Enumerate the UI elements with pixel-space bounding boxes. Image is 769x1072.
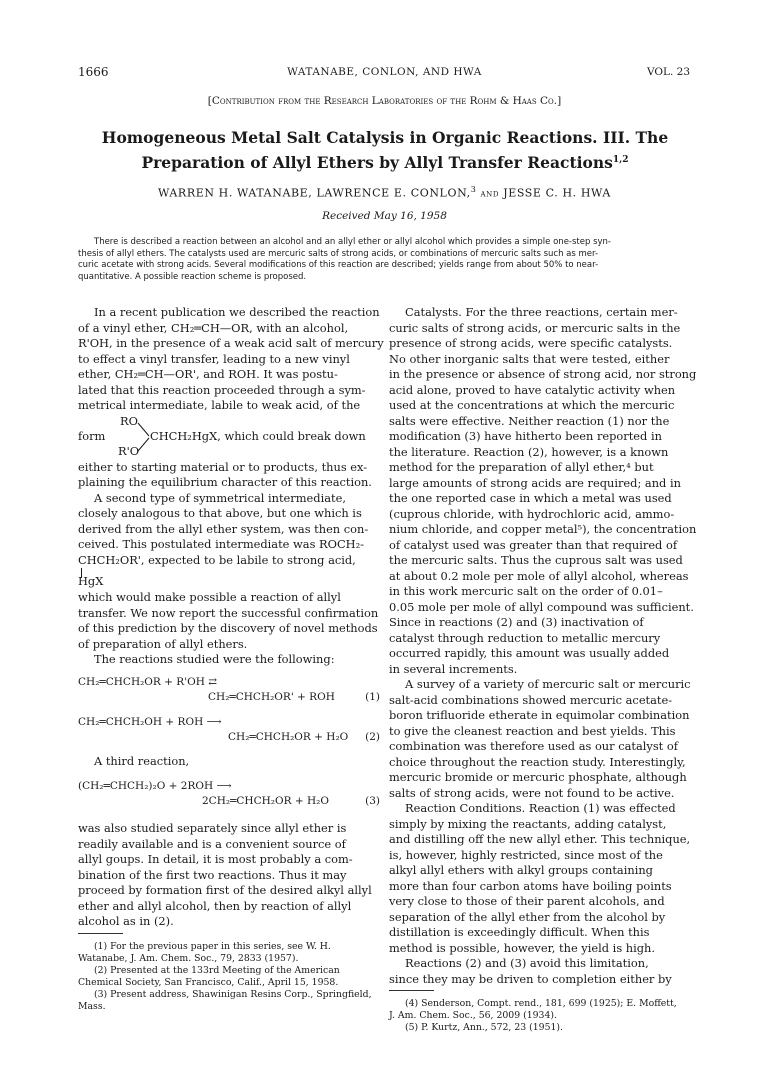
text-line: readily available and is a convenient source of xyxy=(78,836,346,851)
text-line: of preparation of allyl ethers. xyxy=(78,636,248,651)
text-line: ether and allyl alcohol, then by reaction of allyl xyxy=(78,898,352,913)
equation-3-number: (3) xyxy=(365,795,380,807)
abstract-line: thesis of allyl ethers. The catalysts used are mercuric salts of strong acids, or combinations of mercuric salts such as mer- xyxy=(78,248,599,259)
equation-3 xyxy=(78,779,380,815)
text-line: modification (3) have hitherto been reported in xyxy=(389,429,662,443)
text-line: nium chloride, and copper metal⁵), the concentration xyxy=(389,522,697,536)
article-title xyxy=(95,127,675,174)
equation-1-products: CH₂═CHCH₂OR' + ROH xyxy=(208,690,335,703)
author-and: and xyxy=(480,188,500,200)
text-line: transfer. We now report the successful confirmation xyxy=(78,605,379,620)
equation-2 xyxy=(78,715,380,749)
running-head: WATANABE, CONLON, AND HWA xyxy=(287,66,482,78)
text-line: the mercuric salts. Thus the cuprous salt was used xyxy=(389,553,683,567)
footnote-line: J. Am. Chem. Soc., 56, 2009 (1934). xyxy=(389,1010,557,1021)
equation-1-reactants: CH₂═CHCH₂OR + R'OH ⇄ xyxy=(78,675,217,688)
text-line: to effect a vinyl transfer, leading to a new vinyl xyxy=(78,351,350,366)
text-line: either to starting material or to products, thus ex- xyxy=(78,459,368,474)
text-line: Reactions (2) and (3) avoid this limitation, xyxy=(405,956,649,970)
text-line: occurred rapidly, this amount was usually added xyxy=(389,646,670,660)
author-2: JESSE C. H. HWA xyxy=(503,186,611,200)
text-line: choice throughout the reaction study. Interestingly, xyxy=(389,754,686,769)
text-line: metrical intermediate, labile to weak acid, of the xyxy=(78,398,361,412)
text-line: which would make possible a reaction of allyl xyxy=(78,590,341,604)
text-line: presence of strong acids, were specific catalysts. xyxy=(389,336,673,350)
received-date: Received May 16, 1958 xyxy=(322,210,447,222)
text-line: The reactions studied were the following: xyxy=(94,652,335,666)
text-line: mercuric bromide or mercuric phosphate, although xyxy=(389,770,687,784)
volume-label: VOL. 23 xyxy=(646,66,690,78)
text-line: closely analogous to that above, but one which is xyxy=(78,506,362,520)
equation-3-products: 2CH₂═CHCH₂OR + H₂O xyxy=(202,795,329,807)
text-line: boron trifluoride etherate in equimolar combination xyxy=(389,708,690,722)
footnote-line: (5) P. Kurtz, Ann., 572, 23 (1951). xyxy=(405,1022,563,1033)
structure-form-word: form xyxy=(78,428,106,443)
text-line: in this work mercuric salt on the order of 0.01– xyxy=(389,584,663,598)
equation-1 xyxy=(78,675,380,711)
text-line: used at the concentrations at which the mercuric xyxy=(389,398,675,412)
text-line: A third reaction, xyxy=(94,753,190,768)
left-column xyxy=(78,305,384,1013)
text-line: R'OH, in the presence of a weak acid salt of mercury xyxy=(78,336,384,350)
structure-ro: RO xyxy=(120,413,138,428)
text-line: to give the cleanest reaction and best yields. This xyxy=(389,723,676,738)
text-line: ceived. This postulated intermediate was ROCH₂- xyxy=(78,537,365,551)
text-line: A second type of symmetrical intermediate, xyxy=(94,490,346,505)
text-line: derived from the allyl ether system, was then con- xyxy=(78,521,369,536)
text-line: Catalysts. For the three reactions, certain mer- xyxy=(405,305,678,319)
abstract xyxy=(78,237,690,284)
text-line: method is possible, however, the yield is high. xyxy=(389,940,656,955)
text-line: of catalyst used was greater than that required of xyxy=(389,537,678,552)
footnote-line: Mass. xyxy=(78,1000,106,1012)
text-line: distillation is exceedingly difficult. When this xyxy=(389,925,650,939)
text-line: proceed by formation first of the desired alkyl allyl xyxy=(78,883,372,897)
footnote-rule xyxy=(389,990,434,991)
text-line: alkyl allyl ethers with alkyl groups containing xyxy=(389,863,653,877)
equation-3-reactants: (CH₂═CHCH₂)₂O + 2ROH ⟶ xyxy=(78,780,232,792)
footnote-line: (2) Presented at the 133rd Meeting of the American xyxy=(94,964,340,976)
text-line: acid alone, proved to have catalytic activity when xyxy=(389,382,676,397)
text-line: ether, CH₂═CH—OR', and ROH. It was postu- xyxy=(78,367,338,381)
text-line: (cuprous chloride, with hydrochloric acid, ammo- xyxy=(389,506,675,521)
text-line: combination was therefore used as our catalyst of xyxy=(389,739,678,753)
author-ref: 3 xyxy=(470,185,477,194)
text-line: A survey of a variety of mercuric salt or mercuric xyxy=(405,677,691,691)
text-line: bination of the first two reactions. Thus it may xyxy=(78,867,347,882)
text-line: 0.05 mole per mole of allyl compound was sufficient. xyxy=(389,599,694,614)
text-line: of this prediction by the discovery of novel methods xyxy=(78,621,378,635)
footnote-line: (3) Present address, Shawinigan Resins Corp., Springfield, xyxy=(94,988,372,1000)
text-line: and distilling off the new allyl ether. This technique, xyxy=(389,832,691,846)
structure-formula xyxy=(78,414,380,460)
footnote-line: (1) For the previous paper in this series, see W. H. xyxy=(94,940,331,952)
page-number: 1666 xyxy=(78,65,109,79)
text-line: method for the preparation of allyl ether,⁴ but xyxy=(389,460,654,474)
text-line: Reaction Conditions. Reaction (1) was effected xyxy=(405,801,676,815)
text-line: in several increments. xyxy=(389,661,518,676)
equation-1-number: (1) xyxy=(365,690,380,703)
abstract-line: quantitative. A possible reaction scheme is proposed. xyxy=(78,272,307,283)
author-1: WARREN H. WATANABE, LAWRENCE E. CONLON, xyxy=(158,186,471,200)
text-line: at about 0.2 mole per mole of allyl alcohol, whereas xyxy=(389,568,689,583)
footnote-line: Watanabe, J. Am. Chem. Soc., 79, 2833 (1957). xyxy=(78,952,299,964)
text-line: Since in reactions (2) and (3) inactivation of xyxy=(389,615,644,629)
abstract-line: There is described a reaction between an alcohol and an allyl ether or allyl alcohol which provides a simple one-step syn- xyxy=(94,237,611,247)
text-line: catalyst through reduction to metallic mercury xyxy=(389,630,661,645)
hgx-label: HgX xyxy=(78,574,104,588)
text-line: No other inorganic salts that were tested, either xyxy=(389,351,670,366)
text-line: alcohol as in (2). xyxy=(78,914,174,928)
text-line: of a vinyl ether, CH₂═CH—OR, with an alcohol, xyxy=(78,320,349,335)
text-line: the literature. Reaction (2), however, is a known xyxy=(389,444,669,459)
text-line: lated that this reaction proceeded through a sym- xyxy=(78,382,366,397)
text-line: in the presence or absence of strong acid, nor strong xyxy=(389,367,697,381)
text-line: salts of strong acids, were not found to be active. xyxy=(389,785,675,800)
structure-group: CHCH₂HgX, which could break down xyxy=(150,428,366,443)
text-line: more than four carbon atoms have boiling points xyxy=(389,878,672,893)
text-line: is, however, highly restricted, since most of the xyxy=(389,847,663,862)
footnote-line: Chemical Society, San Francisco, Calif., April 15, 1958. xyxy=(78,976,339,988)
footnote-rule xyxy=(78,933,123,934)
text-line: salt-acid combinations showed mercuric acetate- xyxy=(389,692,673,707)
text-line: In a recent publication we described the reaction xyxy=(94,305,380,319)
right-column xyxy=(389,305,697,1034)
text-line: CHCH₂OR', expected to be labile to strong acid, xyxy=(78,552,356,567)
structure-r-prime-o: R'O xyxy=(118,443,140,458)
title-text: Homogeneous Metal Salt Catalysis in Organic Reactions. III. The Preparation of Allyl Ethers by Allyl Transfer Reactions xyxy=(101,128,669,173)
hgx-substituent xyxy=(78,568,380,590)
title-refs: 1,2 xyxy=(612,155,629,165)
text-line: large amounts of strong acids are required; and in xyxy=(389,475,681,490)
author-line xyxy=(0,185,769,200)
text-line: curic salts of strong acids, or mercuric salts in the xyxy=(389,320,681,335)
text-line: the one reported case in which a metal was used xyxy=(389,491,672,505)
text-line: very close to those of their parent alcohols, and xyxy=(389,894,665,908)
contribution-line: [Contribution from the Research Laboratories of the Rohm & Haas Co.] xyxy=(207,95,562,107)
text-line: was also studied separately since allyl ether is xyxy=(78,821,347,835)
text-line: simply by mixing the reactants, adding catalyst, xyxy=(389,816,667,831)
text-line: salts were effective. Neither reaction (1) nor the xyxy=(389,413,670,428)
equation-2-products: CH₂═CHCH₂OR + H₂O xyxy=(228,730,349,743)
text-line: allyl goups. In detail, it is most probably a com- xyxy=(78,852,353,866)
equation-2-reactants: CH₂═CHCH₂OH + ROH ⟶ xyxy=(78,715,222,728)
text-line: plaining the equilibrium character of this reaction. xyxy=(78,475,372,489)
equation-2-number: (2) xyxy=(365,730,380,743)
footnote-line: (4) Senderson, Compt. rend., 181, 699 (1925); E. Moffett, xyxy=(405,998,677,1009)
abstract-line: curic acetate with strong acids. Several modifications of this reaction are described; yields range from about 50% to near- xyxy=(78,260,599,271)
text-line: separation of the allyl ether from the alcohol by xyxy=(389,909,666,924)
text-line: since they may be driven to completion either by xyxy=(389,971,672,986)
